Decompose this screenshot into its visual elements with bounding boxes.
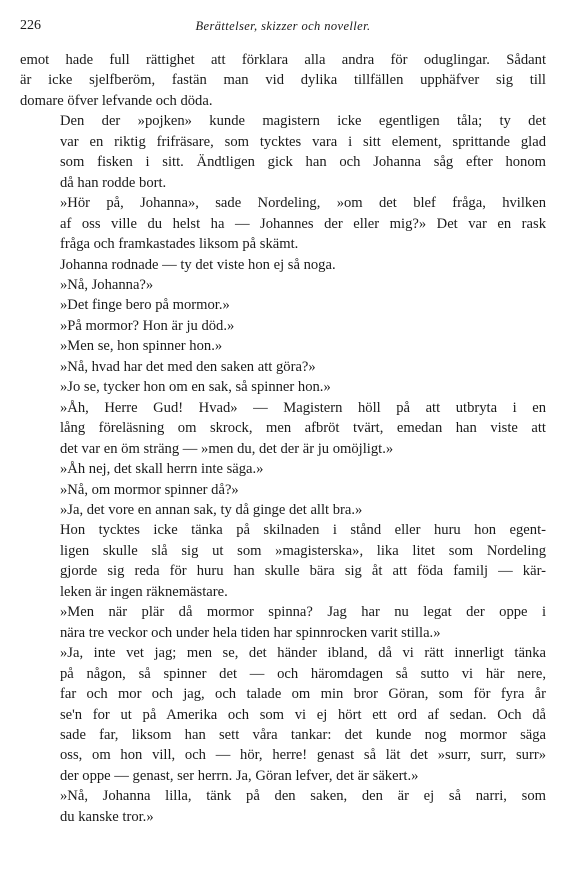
page-header — [20, 18, 546, 40]
paragraph — [20, 255, 546, 275]
text-line: far och mor och jag, och talade om min bror Göran, som för fyra år — [60, 686, 546, 703]
paragraph — [20, 643, 546, 786]
text-line: gjorde sig reda för huru han skulle bära sig åt att föda familj — kär- — [60, 563, 546, 580]
text-line: »På mormor? Hon är ju död.» — [60, 317, 235, 334]
running-title: Berättelser, skizzer och noveller. — [195, 19, 371, 33]
text-line: oss, om hon vill, och — hör, herre! genast så lät det »surr, surr, surr» — [60, 747, 546, 764]
text-line: Johanna rodnade — ty det viste hon ej så noga. — [60, 256, 336, 273]
text-line: »Men se, hon spinner hon.» — [60, 338, 223, 355]
paragraph — [20, 295, 546, 315]
text-line: »Nå, Johanna?» — [60, 276, 154, 293]
text-line: »Nå, hvad har det med den saken att göra?» — [60, 358, 316, 375]
text-line: ligen skulle slå sig ut som »magisterska», lika litet som Nordeling — [60, 542, 546, 559]
text-line: »Nå, om mormor spinner då?» — [60, 481, 239, 498]
text-line: fråga och framkastades liksom på skämt. — [60, 236, 299, 253]
paragraph — [20, 480, 546, 500]
text-line: »Hör på, Johanna», sade Nordeling, »om det blef fråga, hvilken — [60, 195, 546, 212]
paragraph — [20, 316, 546, 336]
text-line: det var en öm sträng — »men du, det der är ju omöjligt.» — [60, 440, 394, 457]
text-line: lång föreläsning om skrock, men afbröt tvärt, emedan han viste att — [60, 420, 546, 437]
text-line: »Åh nej, det skall herrn inte säga.» — [60, 461, 264, 478]
paragraph — [20, 193, 546, 254]
text-line: »Ja, inte vet jag; men se, det händer ibland, då vi rätt innerligt tänka — [60, 645, 546, 662]
text-line: »Men när plär då mormor spinna? Jag har nu legat der oppe i — [60, 604, 546, 621]
paragraph — [20, 111, 546, 193]
paragraph — [20, 50, 546, 111]
text-line: på någon, så spinner det — och häromdagen så sutto vi här nere, — [60, 665, 546, 682]
text-line: Hon tycktes icke tänka på skilnaden i stånd eller huru hon egent- — [60, 522, 546, 539]
page-number: 226 — [20, 18, 41, 33]
text-line: »Nå, Johanna lilla, tänk på den saken, den är ej så narri, som — [60, 788, 546, 805]
text-line: du kanske tror.» — [60, 808, 154, 825]
paragraph — [20, 336, 546, 356]
text-line: som fisken i sitt. Ändtligen gick han och Johanna såg efter honom — [60, 154, 546, 171]
paragraph — [20, 520, 546, 602]
text-line: af oss ville du helst ha — Johannes der eller mig?» Det var en rask — [60, 215, 546, 232]
paragraph — [20, 786, 546, 827]
text-line: då han rodde bort. — [60, 174, 167, 191]
paragraph — [20, 500, 546, 520]
paragraph — [20, 602, 546, 643]
text-line: »Jo se, tycker hon om en sak, så spinner hon.» — [60, 379, 331, 396]
text-line: emot hade full rättighet att förklara alla andra för oduglingar. Sådant — [20, 52, 546, 68]
text-line: sade far, liksom han sett våra tankar: det kunde nog mormor säga — [60, 726, 546, 743]
text-line: är icke sjelfberöm, fastän man vid dylika tillfällen upphäfver sig till — [20, 72, 546, 89]
text-line: leken är ingen räknemästare. — [60, 583, 228, 600]
paragraph — [20, 398, 546, 459]
paragraph — [20, 377, 546, 397]
text-line: var en riktig frifräsare, som tycktes vara i sitt element, sprittande glad — [60, 133, 546, 150]
text-line: »Åh, Herre Gud! Hvad» — Magistern höll på att utbryta i en — [60, 399, 546, 416]
text-line: domare öfver lefvande och döda. — [20, 92, 213, 109]
text-line: der oppe — genast, ser herrn. Ja, Göran lefver, det är säkert.» — [60, 767, 419, 784]
text-line: nära tre veckor och under hela tiden har spinnrocken varit stilla.» — [60, 624, 441, 641]
text-line: »Det finge bero på mormor.» — [60, 297, 230, 314]
text-line: »Ja, det vore en annan sak, ty då ginge det allt bra.» — [60, 501, 363, 518]
text-line: Den der »pojken» kunde magistern icke egentligen tåla; ty det — [60, 113, 546, 130]
body-text — [20, 50, 546, 827]
text-line: se'n for ut på Amerika och som vi ej hört ett ord af sedan. Och då — [60, 706, 546, 723]
paragraph — [20, 275, 546, 295]
paragraph — [20, 357, 546, 377]
paragraph — [20, 459, 546, 479]
